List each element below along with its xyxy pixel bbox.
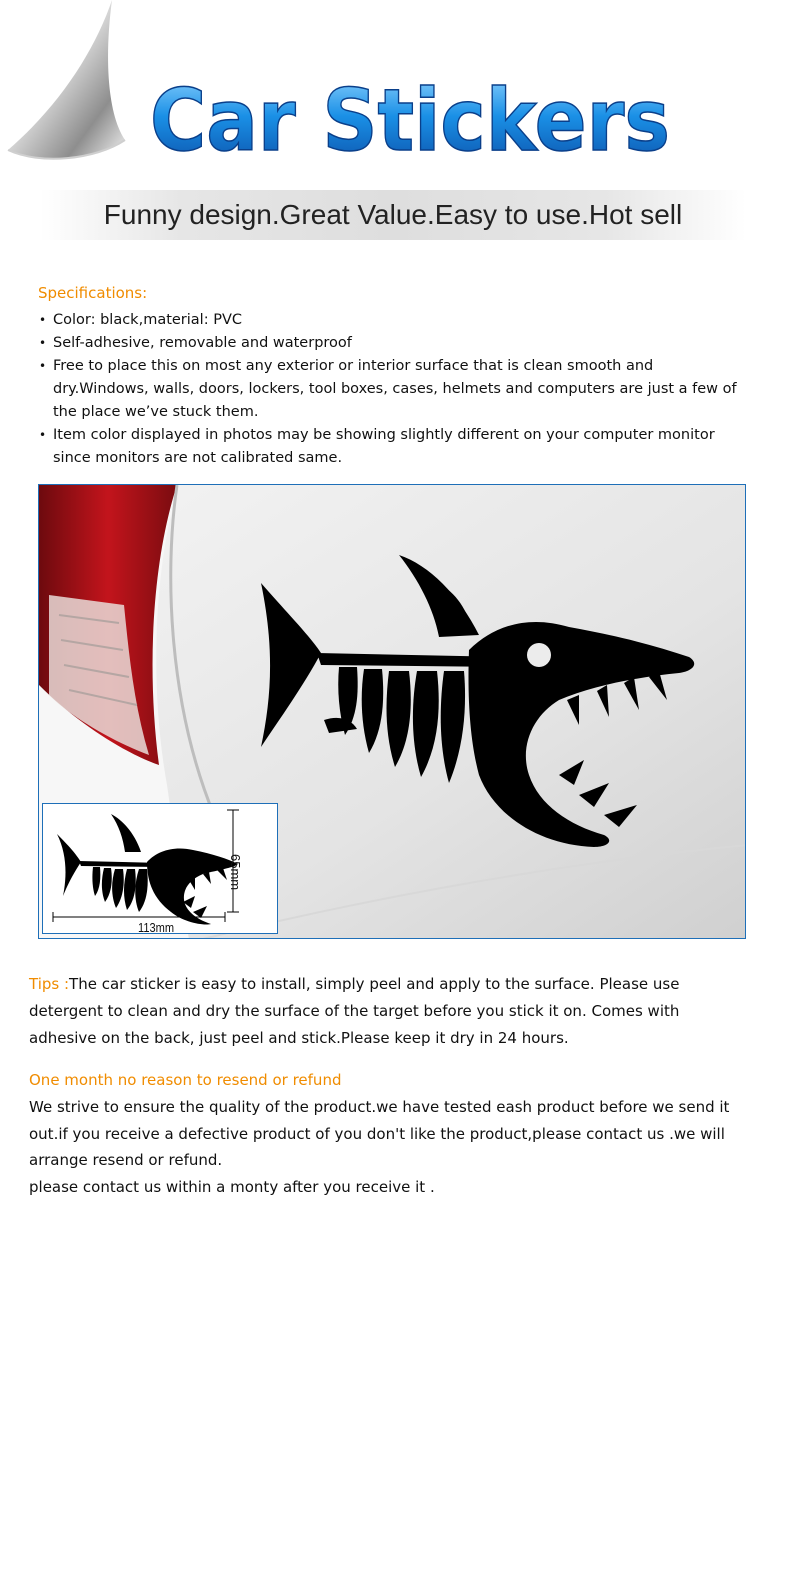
tips-paragraph (29, 971, 741, 1052)
spec-item: • Self-adhesive, removable and waterproof (38, 332, 750, 355)
tagline-banner (40, 190, 746, 240)
specifications-list (38, 309, 750, 470)
peel-curl-graphic (0, 0, 140, 175)
page-title (130, 62, 690, 172)
dimension-inset (42, 803, 278, 934)
spec-item: • Color: black,material: PVC (38, 309, 750, 332)
refund-note: please contact us within a monty after you receive it . (29, 1177, 435, 1196)
title-text: Car Stickers (150, 71, 670, 171)
dimension-width-label: 113mm (138, 920, 175, 935)
tagline-text: Funny design.Great Value.Easy to use.Hot sell (103, 199, 683, 230)
dimension-height-label: 65mm (228, 854, 243, 891)
specifications-heading: Specifications: (38, 284, 148, 302)
refund-paragraph: We strive to ensure the quality of the product.we have tested eash product before we send it out.if you receive a defective product of you don't like the product,please contact us .we will arrange resend or refund. (29, 1098, 730, 1169)
refund-section (29, 1094, 741, 1200)
product-photo (38, 484, 746, 939)
spec-item: • Item color displayed in photos may be showing slightly different on your computer monitor since monitors are not calibrated same. (38, 424, 750, 470)
tips-text: The car sticker is easy to install, simply peel and apply to the surface. Please use detergent to clean and dry the surface of the target before you stick it on. Comes with adhesive on the back, just peel and stick.Please keep it dry in 24 hours. (29, 975, 680, 1047)
spec-item: • Free to place this on most any exterior or interior surface that is clean smooth and dry.Windows, walls, doors, lockers, tool boxes, cases, helmets and computers are just a few of the place we’ve stuck them. (38, 355, 750, 424)
tips-label: Tips : (29, 975, 70, 993)
refund-heading: One month no reason to resend or refund (29, 1071, 342, 1089)
dimension-diagram (43, 804, 279, 935)
